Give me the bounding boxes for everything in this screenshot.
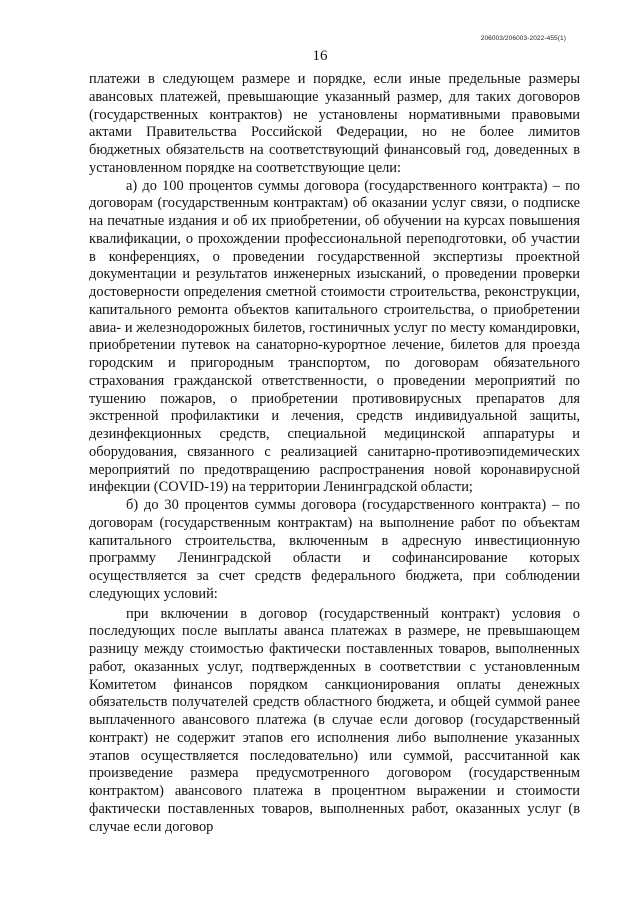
page-number: 16: [312, 48, 328, 64]
paragraph-condition: при включении в договор (государственный контракт) условия о последующих после выплаты аванса платежах в размере, не превышающем разницу между стоимостью фактически поставленных товаров, выполненных работ, оказанных услуг, подтвержденных в соответствии с установленным Комитетом финансов порядком санкционирования оплаты денежных обязательств получателей средств областного бюджета, и общей суммой ранее выплаченного авансового платежа (в случае если договор (государственный контракт) не содержит этапов его исполнения либо выполнение указанных этапов осуществляется последовательно) или суммой, рассчитанной как произведение размера предусмотренного договором (государственным контрактом) авансового платежа в процентном выражении и стоимости фактически поставленных товаров, выполненных работ, оказанных услуг (в случае если договор: [89, 605, 580, 835]
document-body: [89, 71, 580, 836]
document-id: 206003/206003-2022-455(1): [480, 35, 566, 42]
paragraph-item-a: а) до 100 процентов суммы договора (государственного контракта) – по договорам (государственным контрактам) об оказании услуг связи, о подписке на печатные издания и об их приобретении, об обучении на курсах повышения квалификации, о прохождении профессиональной переподготовки, об участии в конференциях, о проведении государственной экспертизы проектной документации и результатов инженерных изысканий, о проведении проверки достоверности определения сметной стоимости строительства, реконструкции, капитального ремонта объектов капитального строительства, о приобретении авиа- и железнодорожных билетов, гостиничных услуг по месту командировки, приобретении путевок на санаторно-курортное лечение, билетов для проезда городским и пригородным транспортом, по договорам обязательного страхования гражданской ответственности, о проведении мероприятий по тушению пожаров, о приобретении противовирусных препаратов для экстренной профилактики и лечения, средств индивидуальной защиты, дезинфекционных средств, специальной медицинской аппаратуры и оборудования, связанного с реализацией санитарно-противоэпидемических мероприятий по предотвращению распространения новой коронавирусной инфекции (COVID-19) на территории Ленинградской области;: [89, 177, 580, 496]
paragraph-item-b: б) до 30 процентов суммы договора (государственного контракта) – по договорам (государственным контрактам) на выполнение работ по объектам капитального строительства, включенным в адресную инвестиционную программу Ленинградской области и софинансирование которых осуществляется за счет средств федерального бюджета, при соблюдении следующих условий:: [89, 497, 580, 602]
paragraph-intro: платежи в следующем размере и порядке, если иные предельные размеры авансовых платежей, превышающие указанный размер, для таких договоров (государственных контрактов) не установлены нормативными правовыми актами Правительства Российской Федерации, но не более лимитов бюджетных обязательств на соответствующий финансовый год, доведенных в установленном порядке на соответствующие цели:: [89, 71, 580, 176]
